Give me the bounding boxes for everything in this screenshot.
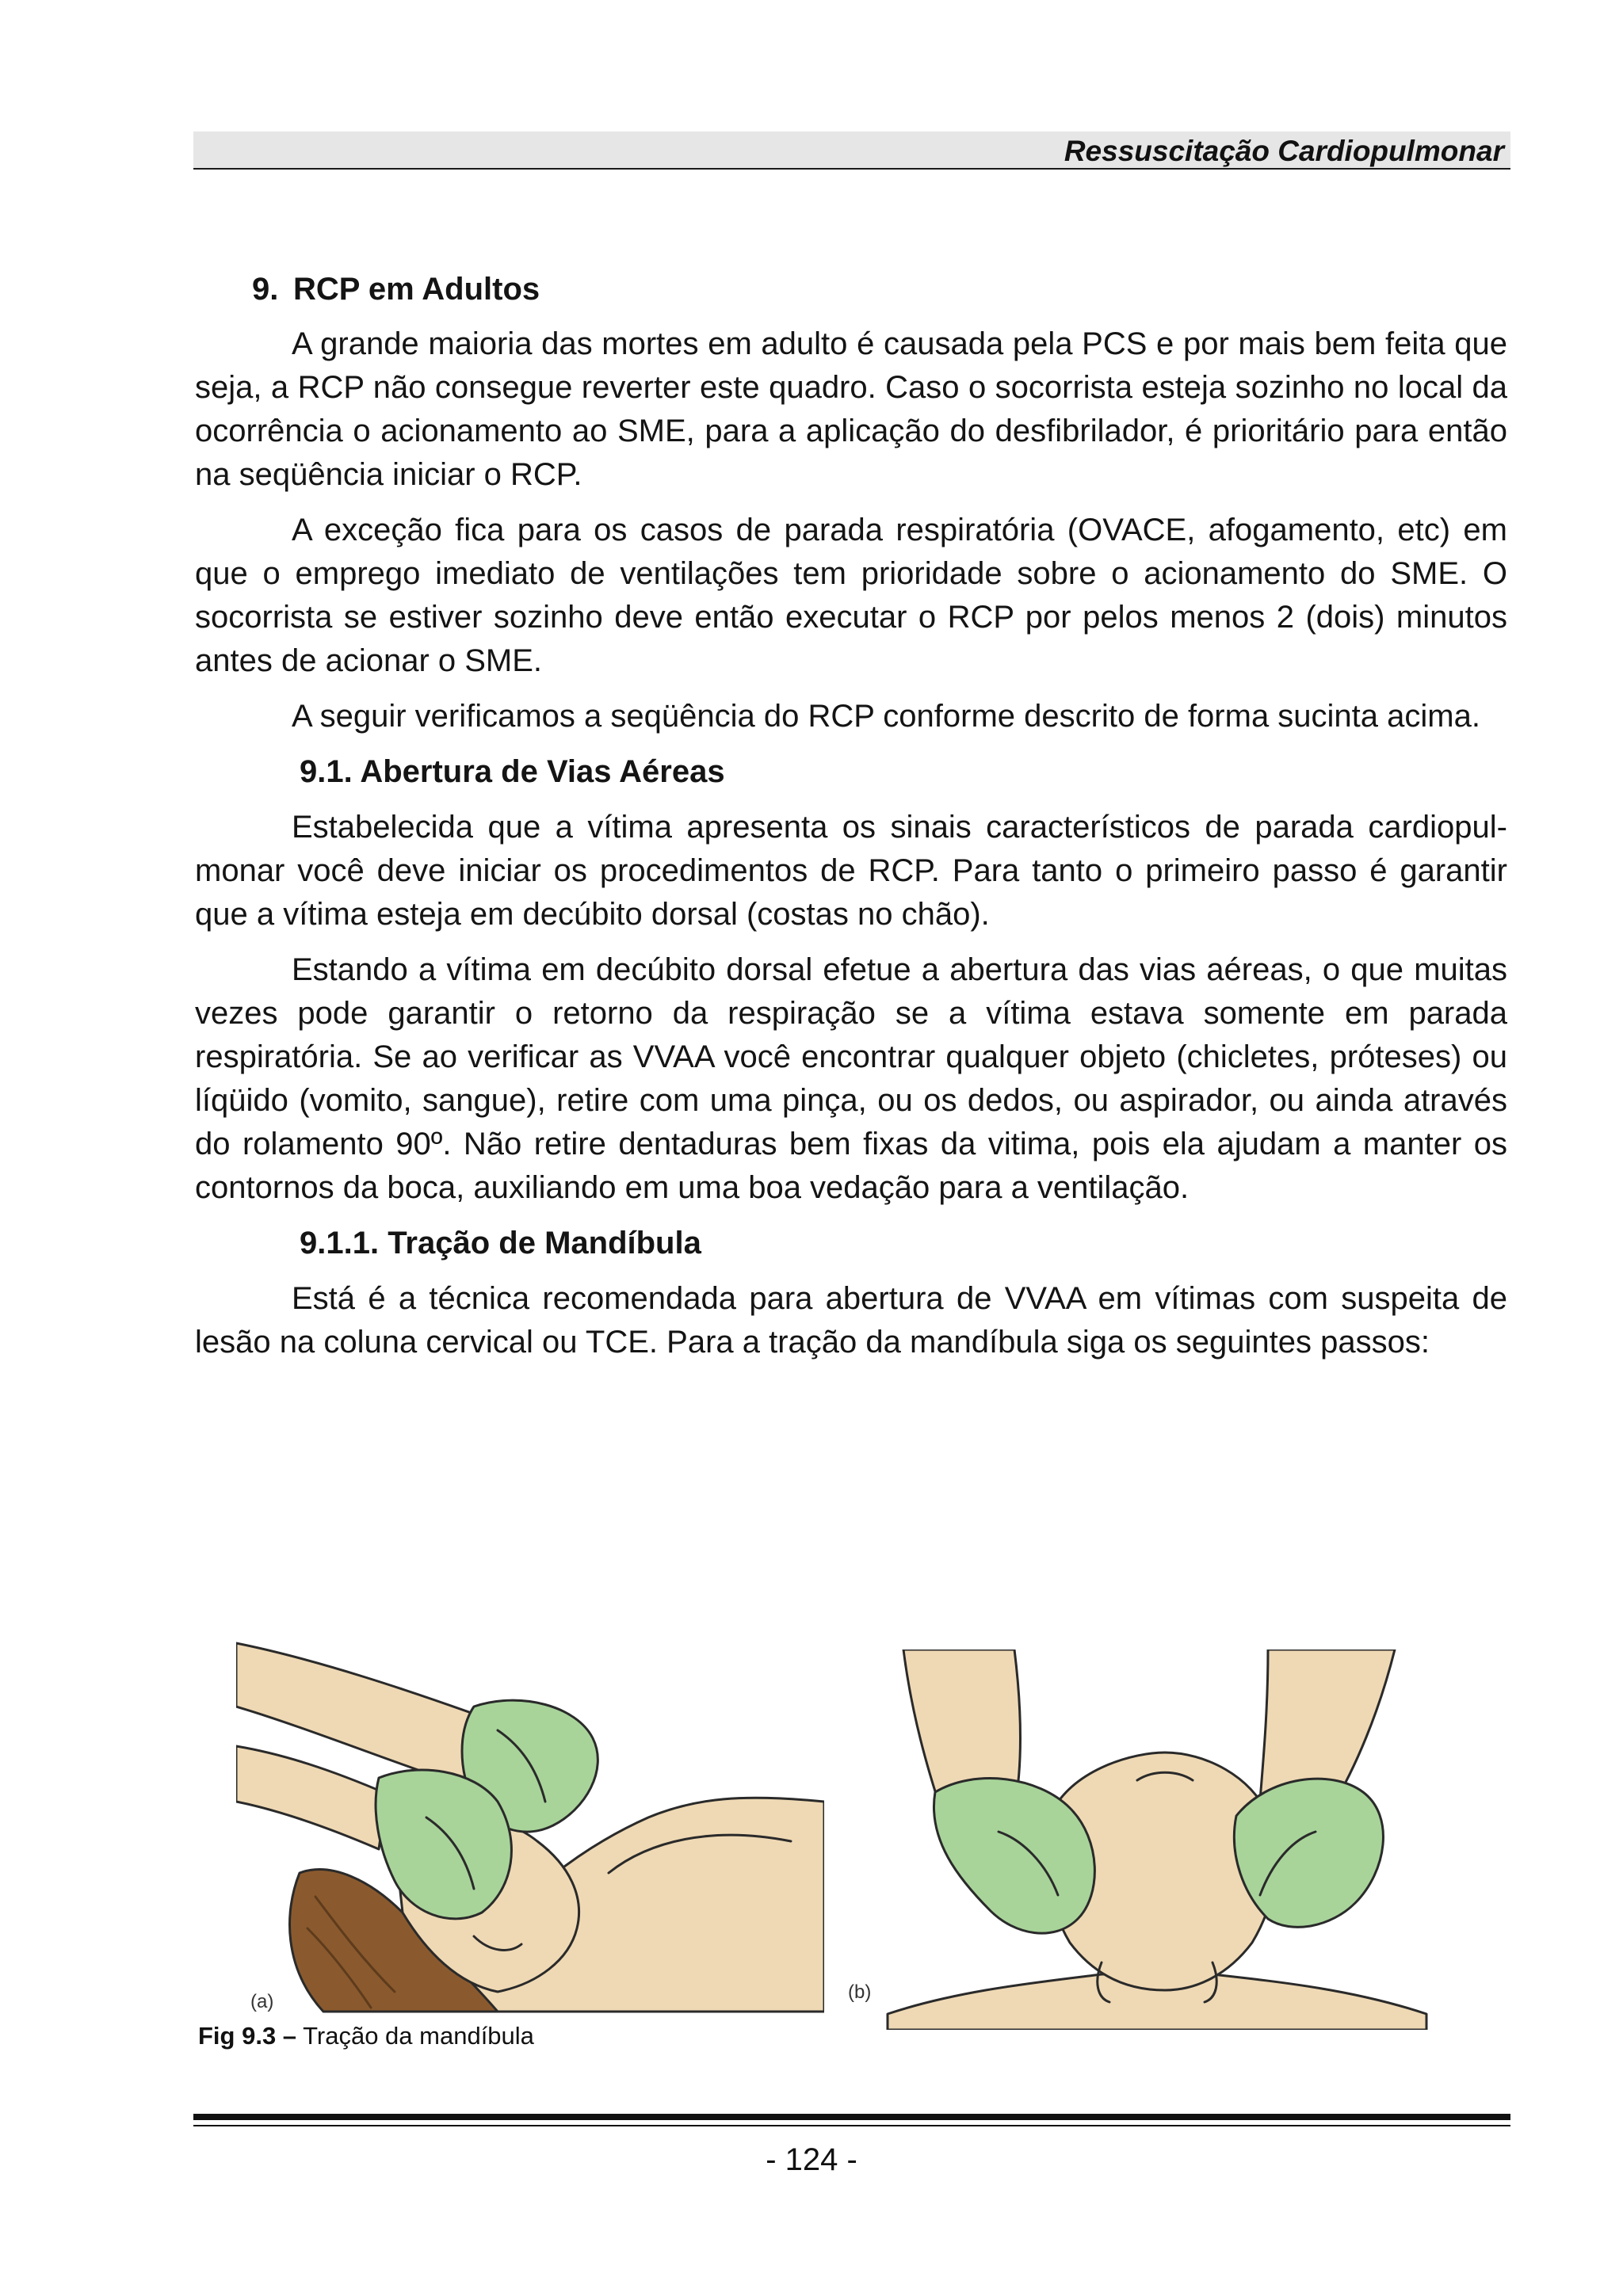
figure-caption — [198, 2022, 534, 2050]
paragraph: Estabelecida que a vítima apresenta os sinais característicos de parada cardiopulmonar você deve iniciar os procedimentos de RCP. Para tanto o primeiro passo é garantir que a vítima esteja em decúbito dorsal (costas no chão). — [195, 810, 1507, 932]
illustration-top-view — [840, 1650, 1461, 2030]
page-content — [195, 268, 1507, 1376]
footer-rule-thick — [193, 2114, 1510, 2120]
figure-caption-text: Tração da mandíbula — [303, 2022, 534, 2050]
header-title: Ressuscitação Cardiopulmonar — [1064, 135, 1504, 167]
paragraph: Está é a técnica recomendada para abertura de VVAA em vítimas com suspeita de lesão na coluna cervical ou TCE. Para a tração da mandíbula siga os seguintes passos: — [195, 1281, 1507, 1360]
section-9-heading — [252, 268, 1507, 311]
section-9-1-heading: 9.1. Abertura de Vias Aéreas — [300, 754, 725, 789]
section-9-title: RCP em Adultos — [293, 272, 540, 307]
page-number: - 124 - — [766, 2142, 857, 2177]
illustration-side-view — [236, 1611, 824, 2016]
running-header — [193, 132, 1510, 170]
paragraph: A seguir verificamos a seqüência do RCP conforme descrito de forma sucinta acima. — [292, 699, 1480, 734]
paragraph: Estando a vítima em decúbito dorsal efetue a abertura das vias aéreas, o que muitas vezes pode garantir o retorno da respiração se a vítima estava somente em parada respiratória. Se ao verificar as VVAA você encontrar qualquer objeto (chicletes, próteses) ou líqüido (vomito, sangue), retire com uma pinça, ou os dedos, ou aspirador, ou ainda através do rolamento 90º. Não retire dentaduras bem fixas da vitima, pois ela ajudam a manter os contornos da boca, auxiliando em uma boa vedação para a ventilação. — [195, 952, 1507, 1205]
paragraph: A grande maioria das mortes em adulto é causada pela PCS e por mais bem feita que seja, a RCP não consegue reverter este quadro. Caso o socorrista esteja sozinho no local da ocorrência o acionamento ao SME, para a aplicação do desfibrilador, é prioritário para então na seqüência iniciar o RCP. — [195, 326, 1507, 492]
paragraph: A exceção fica para os casos de parada respiratória (OVACE, afogamento, etc) em que o emprego imediato de ventilações tem prioridade sobre o acionamento do SME. O socorrista se estiver sozinho deve então executar o RCP por pelos menos 2 (dois) minutos antes de acionar o SME. — [195, 513, 1507, 678]
panel-a-label: (a) — [250, 1991, 274, 2012]
figure-9-3 — [0, 1611, 1623, 2039]
section-9-number: 9. — [252, 272, 279, 307]
section-9-1-1-heading: 9.1.1. Tração de Mandíbula — [300, 1226, 701, 1261]
panel-b-label: (b) — [848, 1981, 872, 2003]
figure-caption-label: Fig 9.3 – — [198, 2022, 297, 2050]
footer-rule-thin — [193, 2125, 1510, 2126]
